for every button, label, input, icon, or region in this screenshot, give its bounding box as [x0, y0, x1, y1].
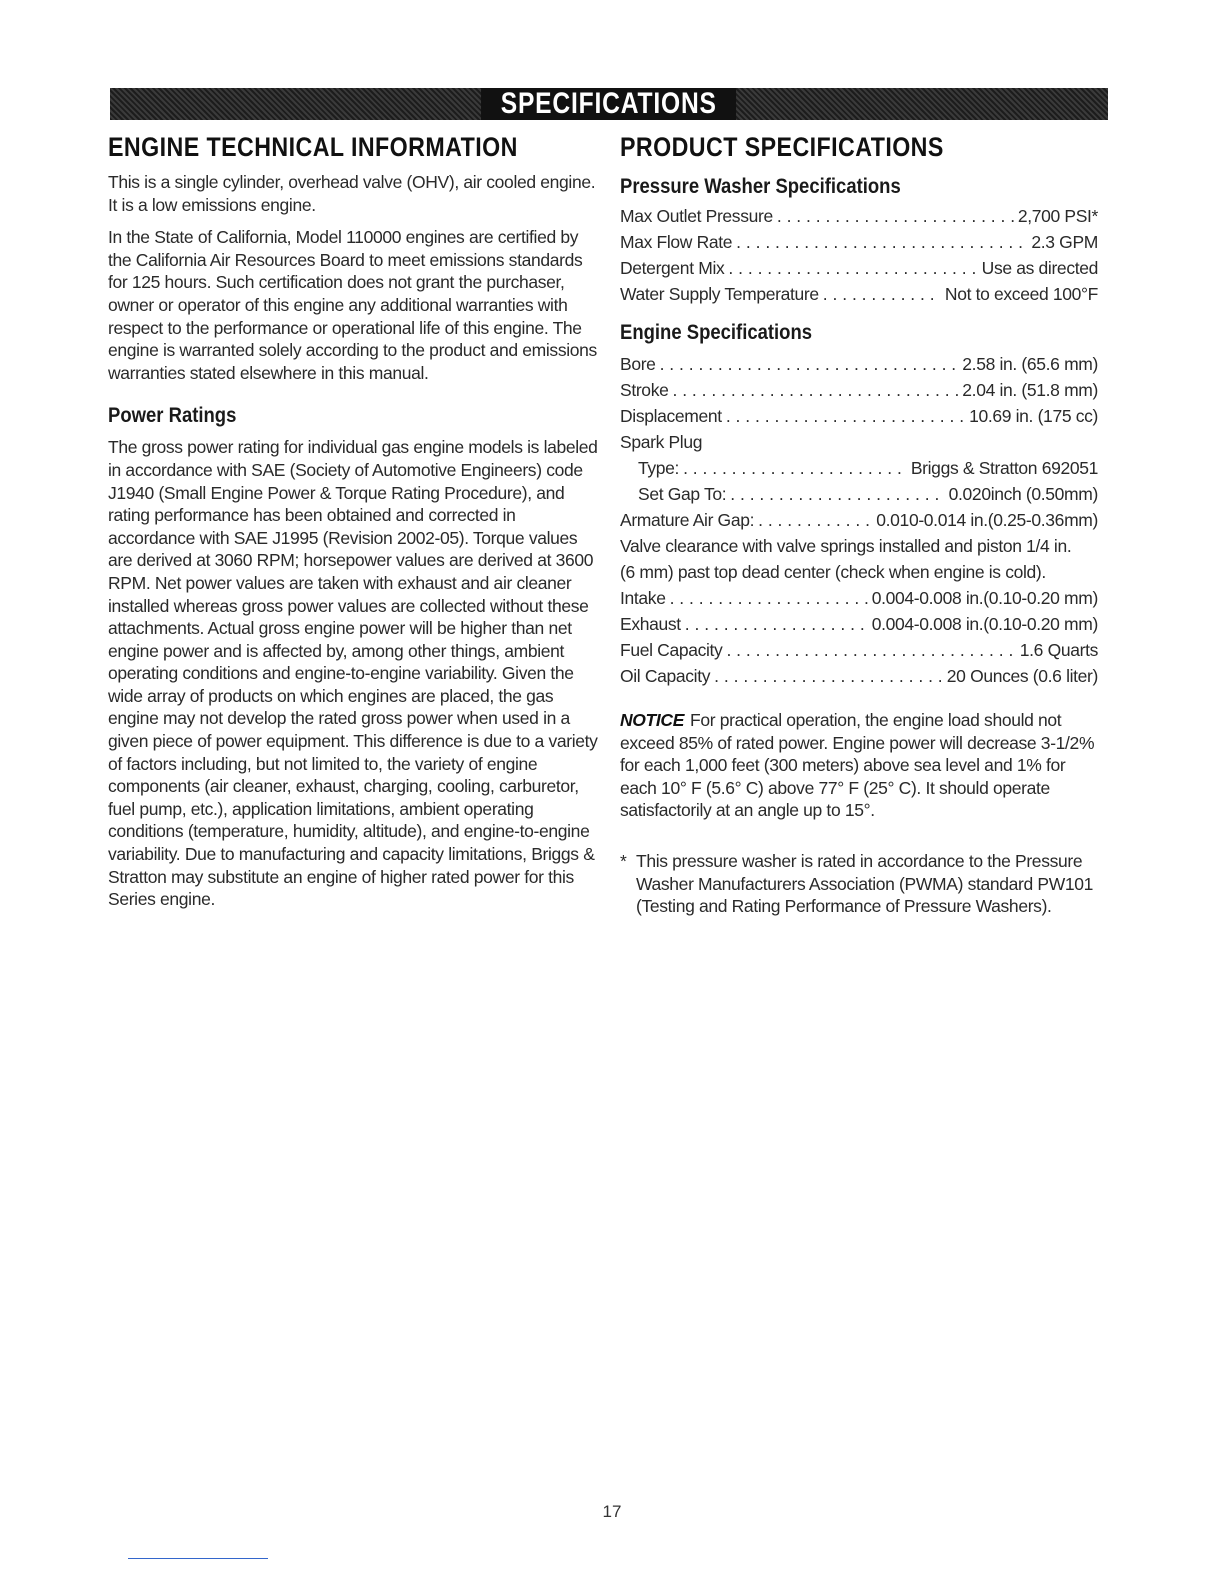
spec-row: [620, 281, 1098, 307]
spec-value: 2.3 GPM: [1031, 232, 1098, 252]
pressure-washer-spec-list: [620, 203, 1098, 307]
engine-intro-text: This is a single cylinder, overhead valve (OHV), air cooled engine. It is a low emissions engine.: [108, 172, 596, 215]
spec-value: Not to exceed 100°F: [944, 284, 1098, 304]
spec-row-displacement: Displacement . . . 10.69 in. (175 cc): [620, 403, 1098, 429]
valve-clearance-line-2: (6 mm) past top dead center (check when engine is cold).: [620, 562, 1046, 582]
spec-row-oil-capacity: Oil Capacity . . . 20 Ounces (0.6 liter): [620, 663, 1098, 689]
spec-row-bore: Bore . . . 2.58 in. (65.6 mm): [620, 351, 1098, 377]
valve-clearance-line-1: Valve clearance with valve springs installed and piston 1/4 in.: [620, 536, 1072, 556]
spec-row-armature: Armature Air Gap: . . . 0.010-0.014 in.(0.25-0.36mm): [620, 507, 1098, 533]
spec-value: 2,700 PSI*: [1017, 206, 1098, 226]
banner-title: SPECIFICATIONS: [481, 88, 736, 120]
engine-technical-heading: ENGINE TECHNICAL INFORMATION: [108, 132, 518, 162]
spec-row-stroke: Stroke . . . 2.04 in. (51.8 mm): [620, 377, 1098, 403]
product-specifications-column: [620, 132, 1098, 918]
spec-row-exhaust: Exhaust . . . 0.004-0.008 in.(0.10-0.20 mm): [620, 611, 1098, 637]
power-ratings-heading: Power Ratings: [108, 404, 237, 428]
notice-text: For practical operation, the engine load should not exceed 85% of rated power. Engine power will decrease 3-1/2% for each 1,000 feet (300 meters) above sea level and 1% for each 10° F (5.6° C) above 77° F (25° C). It should operate satisfactorily at an angle up to 15°.: [620, 710, 1095, 821]
spark-plug-label: Spark Plug: [620, 432, 703, 452]
spec-row-type: Type: . . . Briggs & Stratton 692051: [620, 455, 1098, 481]
product-specifications-heading: PRODUCT SPECIFICATIONS: [620, 132, 944, 162]
spec-row-intake: Intake . . . 0.004-0.008 in.(0.10-0.20 mm): [620, 585, 1098, 611]
spec-row-fuel-capacity: Fuel Capacity . . . 1.6 Quarts: [620, 637, 1098, 663]
page-number: 17: [602, 1502, 622, 1521]
spec-label: Detergent Mix: [620, 258, 725, 278]
spec-label: Water Supply Temperature: [620, 284, 819, 304]
spec-value: Use as directed: [981, 258, 1098, 278]
footnote-text: This pressure washer is rated in accordance to the Pressure Washer Manufacturers Association (PWMA) standard PW101 (Testing and Rating Performance of Pressure Washers).: [636, 850, 1094, 917]
section-banner: [110, 88, 1108, 120]
power-ratings-text: The gross power rating for individual gas engine models is labeled in accordance with SAE (Society of Automotive Engineers) code J1940 (Small Engine Power & Torque Rating Procedure), and rating performance has been obtained and corrected in accordance with SAE J1995 (Revision 2002-05). Torque values are derived at 3060 RPM; horsepower values are derived at 3600 RPM. Net power values are taken with exhaust and air cleaner installed whereas gross power values are collected without these attachments. Actual gross engine power will be higher than net engine power and is affected by, among other things, ambient operating conditions and engine-to-engine variability. Given the wide array of products on which engines are placed, the gas engine may not develop the rated gross power when used in a given piece of power equipment. This difference is due to a variety of factors including, but not limited to, the variety of engine components (air cleaner, exhaust, charging, cooling, carburetor, fuel pump, etc.), application limitations, ambient operating conditions (temperature, humidity, altitude), and engine-to-engine variability. Due to manufacturing and capacity limitations, Briggs & Stratton may substitute an engine of higher rated power for this Series engine.: [108, 437, 598, 910]
engine-specs-heading: Engine Specifications: [620, 321, 813, 344]
spec-row: [620, 255, 1098, 281]
pressure-washer-specs-heading: Pressure Washer Specifications: [620, 175, 901, 198]
notice-block: [620, 709, 1098, 822]
notice-label: NOTICE: [620, 710, 685, 730]
footnote: [620, 850, 1098, 918]
spec-label: Max Outlet Pressure: [620, 206, 773, 226]
engine-technical-column: [108, 132, 598, 911]
footer-rule: [128, 1558, 268, 1559]
california-certification-text: In the State of California, Model 110000 engines are certified by the California Air Resources Board to meet emissions standards for 125 hours. Such certification does not grant the purchaser, owner or operator of this engine any additional warranties with respect to the performance or operational life of this engine. The engine is warranted solely according to the product and emissions warranties stated elsewhere in this manual.: [108, 227, 597, 383]
engine-spec-list: [620, 351, 1098, 689]
spec-label: Max Flow Rate: [620, 232, 733, 252]
footnote-marker: *: [620, 850, 627, 871]
spec-row-gap: Set Gap To: . . . 0.020inch (0.50mm): [620, 481, 1098, 507]
spec-row: [620, 203, 1098, 229]
spec-row: [620, 229, 1098, 255]
